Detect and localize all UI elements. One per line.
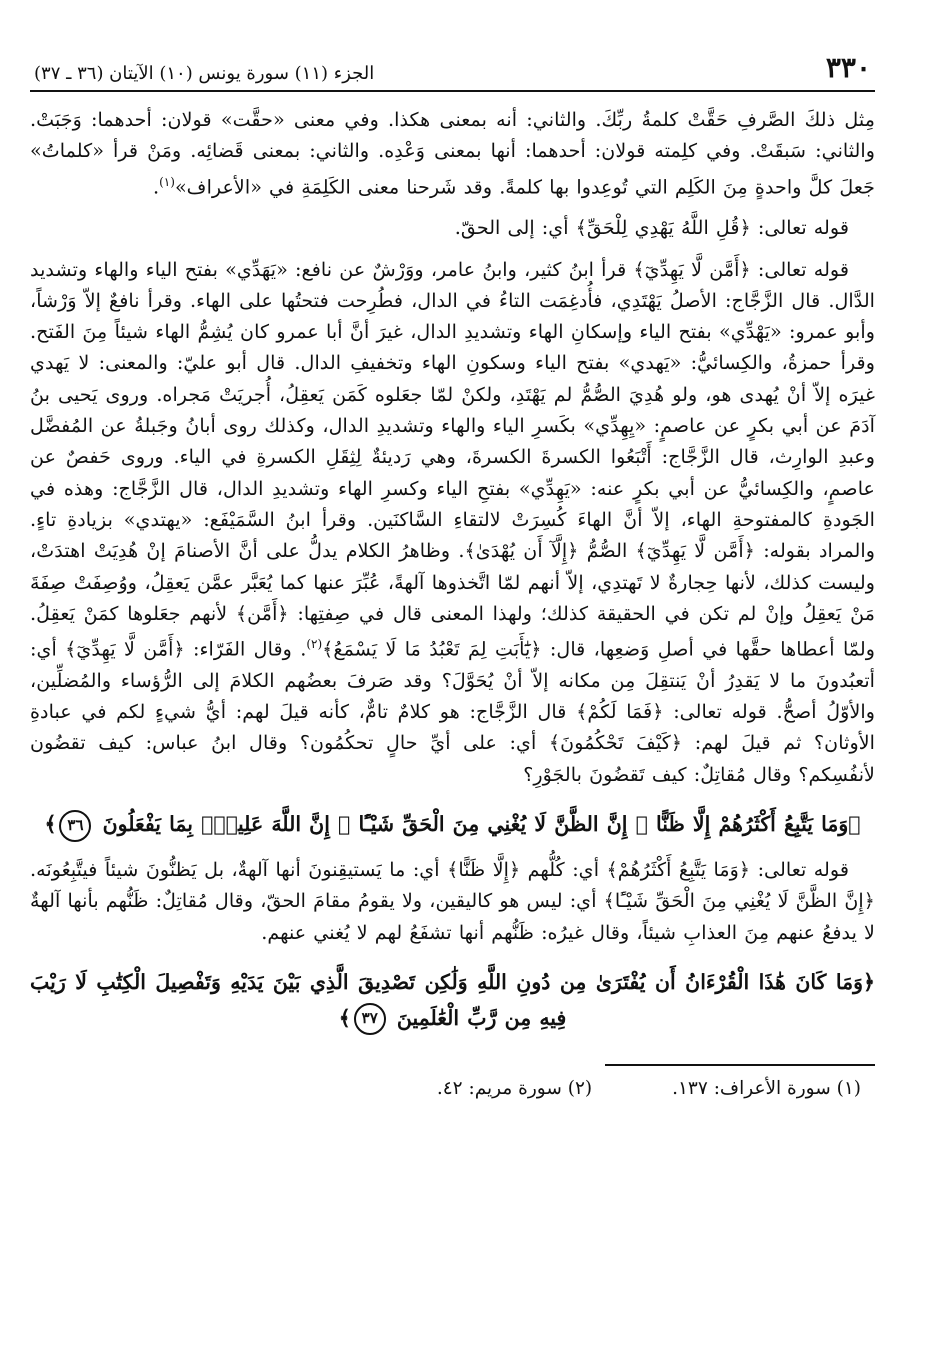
paragraph-1	[30, 104, 875, 202]
page-header	[30, 40, 875, 92]
main-text	[30, 104, 875, 1036]
quran-verse-37	[30, 964, 875, 1036]
paragraph-3-text: قوله تعالى: ﴿أَمَّن لَّا يَهِدِّيٓ﴾ قرأ ابنُ كثير، وابنُ عامر، ووَرْشٌ عن نافع: «يَهَدِّي» بفتح الياء والهاء وتشديد الدَّال. قال الزَّجَّاج: الأصلُ يَهْتَدِي، فأُدغِمَت التاءُ في الدال، فطُرِحت فتحتُها على الهاء. وقرأ نافعٌ إلاّ وَرْشاً، وأبو عمرو: «يَهْدِّي» بفتح الياء وإسكانِ الهاء وتشديدِ الدال، غيرَ أنَّ أبا عمرو كان يُشِمُّ الهاء شيئاً مِنَ الفَتح. وقرأ حمزةُ، والكِسائيُّ: «يَهدي» بفتح الياء وسكونِ الهاء وتخفيفِ الدال. قال أبو عليّ: والمعنى: لا يَهدي غيرَه إلاّ أنْ يُهدى هو، ولو هُدِيَ الصُّمُّ لم يَهْتَدِ، ولكنْ لمّا جعَلوه كَمَن يَعقِلُ، أُجريَتْ مَجراه. وروى يَحيى بنُ آدَمَ عن أبي بكرٍ عن عاصمٍ: «يِهِدِّي» بكَسرِ الياء والهاء وتشديدِ الدال، وكذلك روى أبانُ وجَبلةُ عن المُفضَّل وعبدِ الوارِث، قال الزَّجَّاج: أَتْبَعُوا الكسرةَ الكسرةَ، وهي رَديئةٌ لِثِقَلِ الكسرةِ في الياء. وروى حَفصٌ عن عاصمٍ، والكِسائيُّ عن أبي بكرٍ عنه: «يَهِدِّي» بفتحِ الياء وكسرِ الهاء وتشديدِ الدال، قال الزَّجَّاج: وهذه في الجَودةِ كالمفتوحةِ الهاء، إلاّ أنَّ الهاءَ كُسِرَتْ لالتقاءِ السَّاكنَين. وقرأ ابنُ السَّمَيْفَع: «يهتدي» بزيادةِ تاءٍ. والمراد بقوله: ﴿أَمَّن لَّا يَهِدِّيٓ﴾ الصُّمُّ ﴿إِلَّآ أَن يُهْدَىٰ﴾. وظاهرُ الكلام يدلُّ على أنَّ الأصنامَ إنْ هُدِيَتْ اهتدَتْ، وليست كذلك، لأنها حِجارةٌ لا تَهتدِي، إلاّ أنهم لمّا اتَّخذوها آلهةً، عُبِّرَ عنها كما يُعَبَّر عمَّن يَعقِلُ، ووُصِفَتْ صِفَةَ مَنْ يَعقِلُ وإنْ لم تكن في الحقيقة كذلك؛ ولهذا المعنى قال في صِفتِها: ﴿أَمَّن﴾ لأنهم جعَلوها كمَنْ يَعقِلُ. ولمّا أعطاها حقَّها في أصلِ وَضعِها، قال: ﴿يَٰٓأَبَتِ لِمَ تَعْبُدُ مَا لَا يَسْمَعُ﴾	[30, 257, 875, 661]
page-number: ٣٣٠	[825, 51, 871, 84]
quran-verse-36	[30, 806, 875, 842]
book-page	[30, 40, 875, 1372]
paragraph-3	[30, 254, 875, 790]
paragraph-3-rest: . وقال الفَرّاء: ﴿أَمَّن لَّا يَهِدِّيٓ﴾ أي: أتعبُدونَ ما لا يَقدِرُ أنْ يَنتقِلَ مِن مكانه إلاّ أنْ يُحَوَّلَ؟ وقد صَرفَ بعضُهم الكلامَ إلى الرُّؤساء والمُضلِّين، والأوّلُ أصحُّ. قوله تعالى: ﴿فَمَا لَكُمْ﴾ قال الزَّجَّاج: هو كلامٌ تامٌّ، كأنه قيلَ لهم: أيُّ شيءٍ لكم في عبادةِ الأوثان؟ ثم قيلَ لهم: ﴿كَيْفَ تَحْكُمُونَ﴾ أي: على أيِّ حالٍ تحكُمُون؟ وقال ابنُ عباس: كيف تقضُون لأنفُسِكم؟ وقال مُقاتِلٌ: كيف تَقضُونَ بالجَوْرِ؟	[30, 637, 875, 786]
verse-37-text: ﴿وَمَا كَانَ هَٰذَا الْقُرْءَانُ أَن يُفْتَرَىٰ مِن دُونِ اللَّهِ وَلَٰكِن تَصْدِيقَ الَّذِي بَيْنَ يَدَيْهِ وَتَفْصِيلَ الْكِتَٰبِ لَا رَيْبَ فِيهِ مِن رَّبِّ الْعَٰلَمِينَ	[30, 969, 875, 1030]
verse-36-text: ﴿وَمَا يَتَّبِعُ أَكْثَرُهُمْ إِلَّا ظَنًّا ۚ إِنَّ الظَّنَّ لَا يُغْنِي مِنَ الْحَقِّ شَيْـًٔا ۚ إِنَّ اللَّهَ عَلِيمٌۢ بِمَا يَفْعَلُونَ	[102, 812, 861, 837]
paragraph-2: قوله تعالى: ﴿قُلِ اللَّهُ يَهْدِي لِلْحَقِّ﴾ أي: إلى الحقّ.	[454, 216, 849, 240]
paragraph-1-text: مِثل ذلكَ الصَّرفِ حَقَّتْ كلمةُ ربِّكَ. والثاني: أنه بمعنى هكذا. وفي معنى «حقَّت» قولان: أحدهما: وَجَبَتْ. والثاني: سَبقَتْ. وفي كلِمته قولان: أحدهما: أنها بمعنى وَعْدِه. والثاني: بمعنى قَضائِه. ومَنْ قرأ «كلماتُ» جَعلَ كلَّ واحدةٍ مِنَ الكَلِم التي تُوعِدوا بها كلمةً. وقد شَرحنا معنى الكَلِمَةِ في «الأعراف»	[30, 108, 875, 198]
footnote-ref-2: (٢)	[306, 637, 323, 652]
running-title: الجزء (١١) سورة يونس (١٠) الآيتان (٣٦ ـ ٣٧)	[34, 63, 375, 84]
verse-36-number: ٣٦	[59, 810, 91, 842]
footnote-ref-1: (١)	[159, 174, 175, 189]
paragraph-1-end: .	[153, 174, 160, 198]
verse-37-close: ﴾	[338, 1005, 351, 1030]
footnote-1: (١) سورة الأعراف: ١٣٧.	[672, 1077, 861, 1099]
footnote-2: (٢) سورة مريم: ٤٢.	[436, 1077, 593, 1099]
footnotes	[30, 1078, 875, 1099]
verse-37-number: ٣٧	[354, 1003, 386, 1035]
paragraph-4: قوله تعالى: ﴿وَمَا يَتَّبِعُ أَكْثَرُهُمْ﴾ أي: كُلُّهم ﴿إِلَّا ظَنًّا﴾ أي: ما يَستيقِنونَ أنها آلهةٌ، بل يَظنُّونَ شيئاً فيتَّبِعُونَه. ﴿إِنَّ الظَّنَّ لَا يُغْنِي مِنَ الْحَقِّ شَيْـًٔا﴾ أي: ليس هو كاليقين، ولا يقومُ مقامَ الحقّ، وقال مُقاتِلٌ: ظَنُّهم بأنها آلهةٌ لا يدفعُ عنهم مِنَ العذابِ شيئاً، وقال غيرُه: ظَنُّهم أنها تشفَعُ لهم لا يُغني عنهم.	[30, 858, 875, 944]
footnote-divider	[605, 1064, 875, 1066]
verse-36-close: ﴾	[44, 812, 57, 837]
